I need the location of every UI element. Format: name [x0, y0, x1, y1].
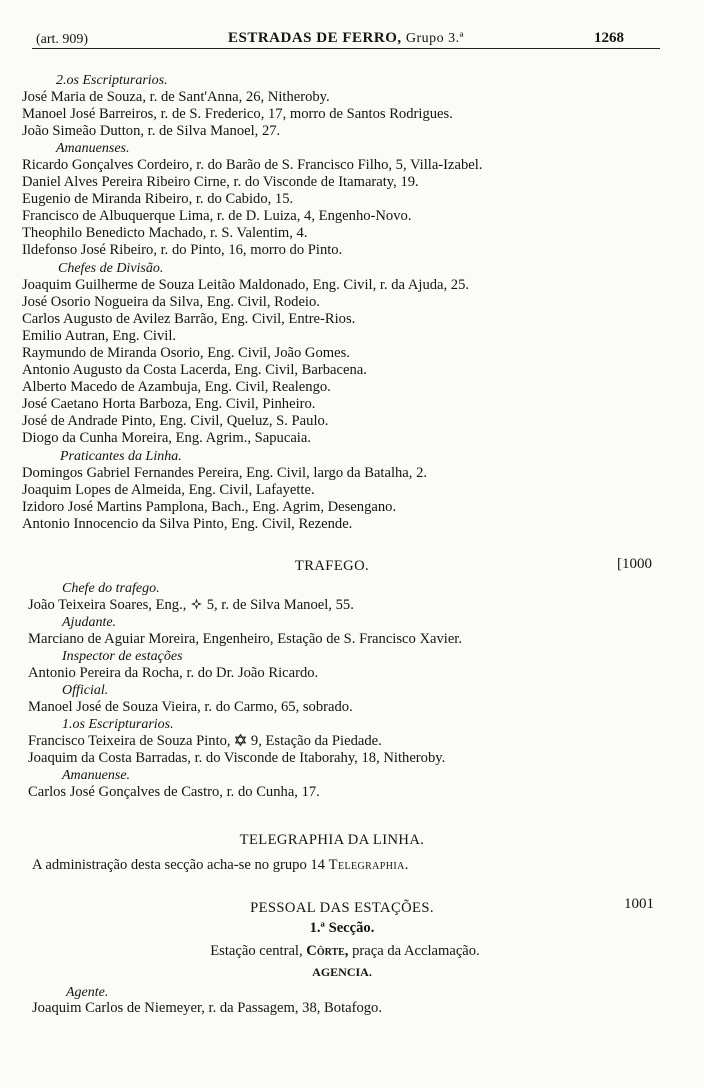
telegraphia-note-text: A administração desta secção acha-se no grupo 14 — [32, 857, 325, 873]
page-number: 1268 — [594, 30, 624, 46]
heading-pessoal — [0, 900, 684, 917]
list-item: Carlos Augusto de Avilez Barrão, Eng. Civil, Entre-Rios. — [22, 311, 356, 327]
chefe-trafego-address: 5, r. de Silva Manoel, 55. — [206, 597, 354, 613]
list-item: Domingos Gabriel Fernandes Pereira, Eng. Civil, largo da Batalha, 2. — [22, 465, 428, 481]
subheading-escripturarios: 2.os Escripturarios. — [56, 73, 168, 88]
page-header — [32, 28, 668, 50]
group-label: Grupo 3.ª — [405, 31, 465, 46]
subheading-amanuenses: Amanuenses. — [56, 141, 130, 156]
running-title — [228, 30, 464, 47]
list-item: Antonio Pereira da Rocha, r. do Dr. João Ricardo. — [28, 665, 319, 681]
list-item: Antonio Augusto da Costa Lacerda, Eng. Civil, Barbacena. — [22, 362, 367, 378]
heading-seccao-text: 1.ª Secção. — [309, 920, 375, 936]
list-item: Joaquim Lopes de Almeida, Eng. Civil, Lafayette. — [22, 482, 315, 498]
section-number-trafego: [1000 — [617, 556, 652, 572]
list-item: Antonio Innocencio da Silva Pinto, Eng. Civil, Rezende. — [22, 516, 353, 532]
heading-telegraphia — [0, 832, 664, 849]
list-item: Joaquim Carlos de Niemeyer, r. da Passagem, 38, Botafogo. — [32, 1000, 382, 1016]
list-item: José Maria de Souza, r. de Sant'Anna, 26, Nitheroby. — [22, 89, 330, 105]
star-insignia-icon — [234, 734, 247, 746]
list-item: Ildefonso José Ribeiro, r. do Pinto, 16, morro do Pinto. — [22, 242, 343, 258]
heading-trafego — [0, 558, 664, 575]
telegraphia-group-ref: Telegraphia. — [328, 857, 409, 873]
list-item: Alberto Macedo de Azambuja, Eng. Civil, Realengo. — [22, 379, 331, 395]
heading-pessoal-text: PESSOAL DAS ESTAÇÕES. — [250, 900, 434, 916]
list-item: João Simeão Dutton, r. de Silva Manoel, 27. — [22, 123, 281, 139]
list-item: Izidoro José Martins Pamplona, Bach., Eng. Agrim, Desengano. — [22, 499, 397, 515]
list-item: Diogo da Cunha Moreira, Eng. Agrim., Sapucaia. — [22, 430, 311, 446]
list-item — [28, 597, 354, 614]
order-insignia-icon — [190, 598, 203, 610]
estacao-line-inner — [0, 943, 690, 960]
escripturario-name: Francisco Teixeira de Souza Pinto, — [28, 733, 231, 749]
subheading-amanuense: Amanuense. — [62, 768, 131, 783]
heading-telegraphia-text: TELEGRAPHIA DA LINHA. — [239, 832, 425, 848]
list-item: Ricardo Gonçalves Cordeiro, r. do Barão de S. Francisco Filho, 5, Villa-Izabel. — [22, 157, 483, 173]
subheading-praticantes: Praticantes da Linha. — [60, 449, 182, 464]
subheading-chefe-trafego: Chefe do trafego. — [62, 581, 160, 596]
running-title-text: ESTRADAS DE FERRO, — [228, 30, 402, 46]
subheading-official: Official. — [62, 683, 109, 698]
subheading-agente: Agente. — [66, 985, 109, 1000]
heading-seccao — [0, 920, 684, 937]
estacao-address: praça da Acclamação. — [352, 943, 480, 959]
article-reference: (art. 909) — [36, 32, 89, 47]
list-item: Carlos José Gonçalves de Castro, r. do Cunha, 17. — [28, 784, 320, 800]
chefe-trafego-name: João Teixeira Soares, Eng., — [28, 597, 187, 613]
heading-trafego-text: TRAFEGO. — [294, 558, 370, 574]
subheading-inspector: Inspector de estações — [62, 649, 183, 664]
heading-agencia — [0, 964, 684, 981]
list-item: Daniel Alves Pereira Ribeiro Cirne, r. do Visconde de Itamaraty, 19. — [22, 174, 419, 190]
list-item: Joaquim Guilherme de Souza Leitão Maldonado, Eng. Civil, r. da Ajuda, 25. — [22, 277, 470, 293]
list-item: Marciano de Aguiar Moreira, Engenheiro, Estação de S. Francisco Xavier. — [28, 631, 463, 647]
list-item: Eugenio de Miranda Ribeiro, r. do Cabido, 15. — [22, 191, 294, 207]
estacao-city: Côrte, — [306, 943, 349, 959]
list-item: Theophilo Benedicto Machado, r. S. Valentim, 4. — [22, 225, 308, 241]
estacao-line — [0, 943, 690, 960]
list-item: José Caetano Horta Barboza, Eng. Civil, Pinheiro. — [22, 396, 316, 412]
list-item: Raymundo de Miranda Osorio, Eng. Civil, João Gomes. — [22, 345, 350, 361]
list-item: Manoel José de Souza Vieira, r. do Carmo, 65, sobrado. — [28, 699, 353, 715]
list-item: Manoel José Barreiros, r. de S. Frederico, 17, morro de Santos Rodrigues. — [22, 106, 453, 122]
list-item: Francisco de Albuquerque Lima, r. de D. Luiza, 4, Engenho-Novo. — [22, 208, 412, 224]
subheading-escripturarios-trafego: 1.os Escripturarios. — [62, 717, 174, 732]
list-item — [28, 733, 382, 750]
list-item: Joaquim da Costa Barradas, r. do Visconde de Itaborahy, 18, Nitheroby. — [28, 750, 446, 766]
list-item: Emilio Autran, Eng. Civil. — [22, 328, 177, 344]
escripturario-address: 9, Estação da Piedade. — [250, 733, 382, 749]
heading-agencia-text: AGENCIA. — [312, 965, 372, 979]
subheading-chefes: Chefes de Divisão. — [58, 261, 164, 276]
subheading-ajudante: Ajudante. — [62, 615, 117, 630]
section-number-pessoal: 1001 — [624, 896, 654, 912]
list-item: José de Andrade Pinto, Eng. Civil, Queluz, S. Paulo. — [22, 413, 329, 429]
list-item: José Osorio Nogueira da Silva, Eng. Civil, Rodeio. — [22, 294, 320, 310]
header-rule — [32, 48, 660, 49]
estacao-label: Estação central, — [210, 943, 303, 959]
telegraphia-note — [32, 857, 409, 874]
